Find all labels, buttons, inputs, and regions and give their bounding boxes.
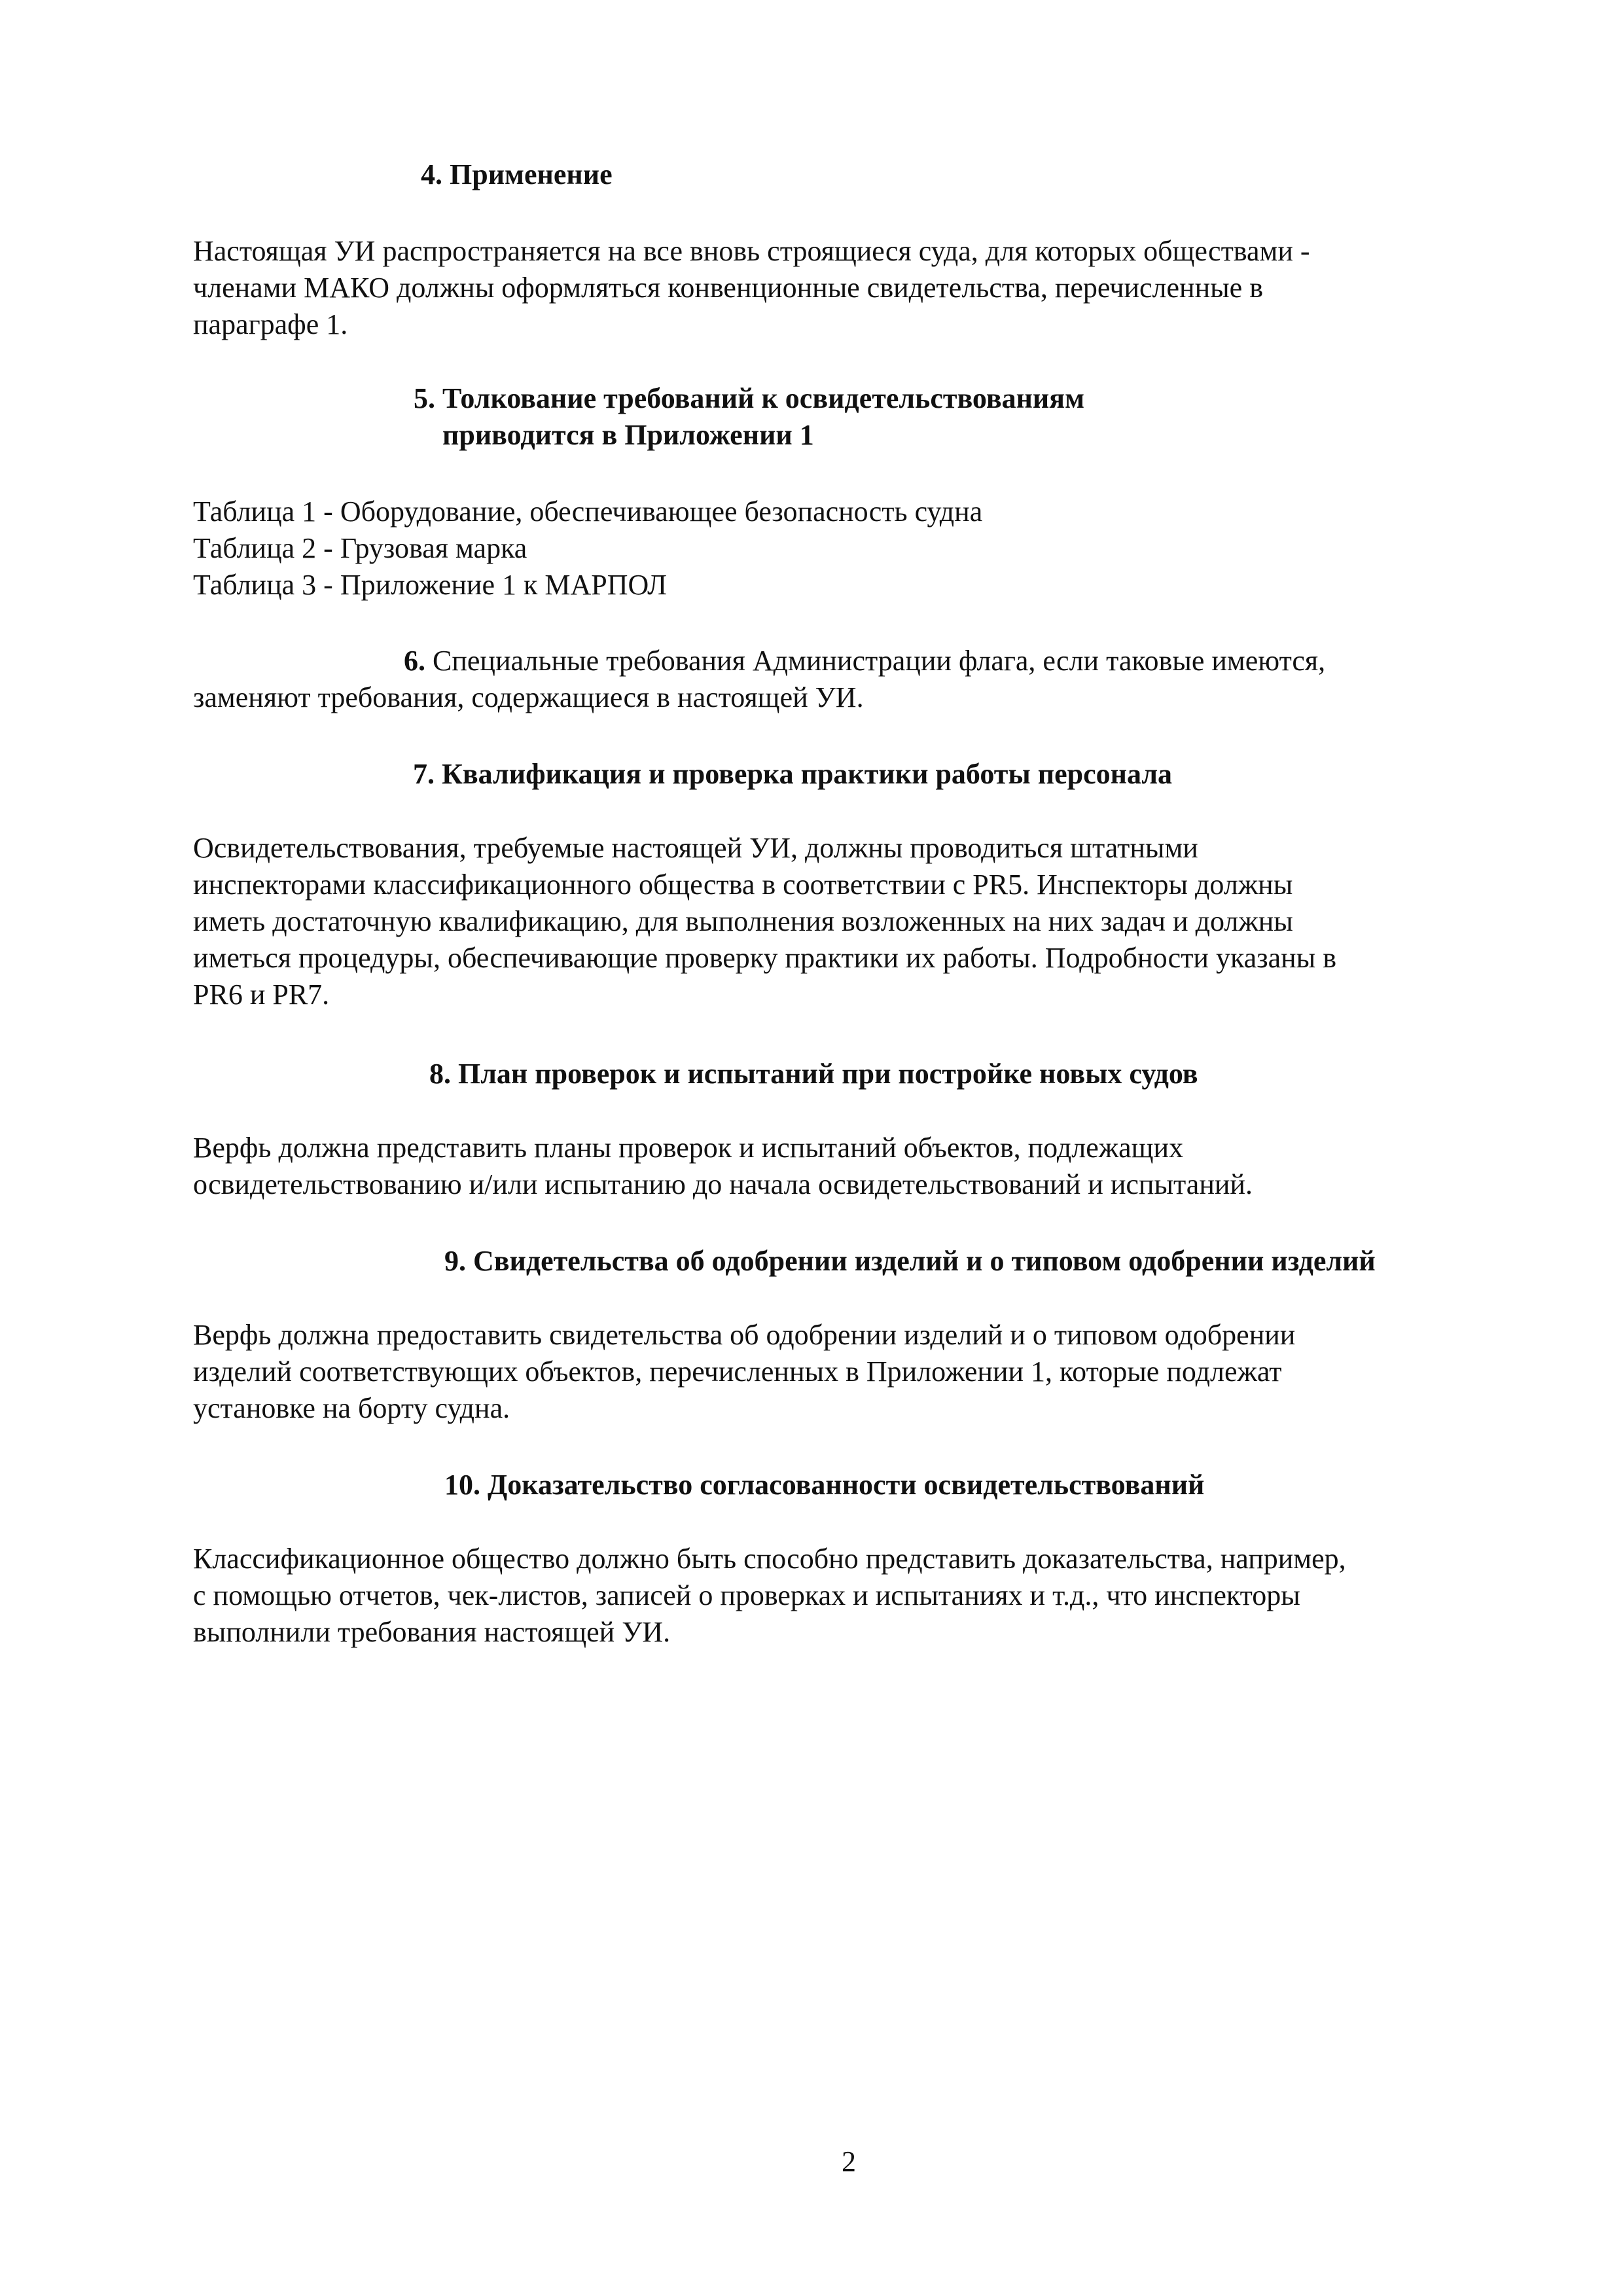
section-6-text: Специальные требования Администрации флага, если таковые имеются, bbox=[433, 645, 1326, 677]
paragraph-line: с помощью отчетов, чек-листов, записей о проверках и испытаниях и т.д., что инспекторы bbox=[193, 1579, 1300, 1611]
section-7-heading: 7. Квалификация и проверка практики работы персонала bbox=[413, 758, 1173, 790]
paragraph-line: инспекторами классификационного общества в соответствии с PR5. Инспекторы должны bbox=[193, 869, 1293, 901]
section-8-paragraph bbox=[193, 1130, 1253, 1203]
paragraph-line: установке на борту судна. bbox=[193, 1392, 510, 1424]
paragraph-line: параграфе 1. bbox=[193, 308, 348, 340]
section-5-heading-line2: приводится в Приложении 1 bbox=[442, 419, 814, 451]
table-list-item: Таблица 1 - Оборудование, обеспечивающее безопасность судна bbox=[193, 495, 983, 528]
section-10-paragraph bbox=[193, 1541, 1346, 1651]
paragraph-line: PR6 и PR7. bbox=[193, 978, 330, 1011]
paragraph-line: иметь достаточную квалификацию, для выполнения возложенных на них задач и должны bbox=[193, 905, 1293, 937]
table-list-item: Таблица 3 - Приложение 1 к МАРПОЛ bbox=[193, 569, 667, 601]
paragraph-line: выполнили требования настоящей УИ. bbox=[193, 1616, 671, 1648]
paragraph-line: Настоящая УИ распространяется на все вновь строящиеся суда, для которых обществами - bbox=[193, 235, 1310, 267]
paragraph-line: заменяют требования, содержащиеся в настоящей УИ. bbox=[193, 681, 864, 713]
paragraph-line bbox=[0, 643, 1325, 679]
section-4-heading: 4. Применение bbox=[421, 158, 613, 190]
section-5-table-list bbox=[193, 493, 982, 603]
paragraph-line: иметься процедуры, обеспечивающие проверку практики их работы. Подробности указаны в bbox=[193, 942, 1337, 974]
section-7-paragraph bbox=[193, 830, 1336, 1013]
section-9-heading: 9. Свидетельства об одобрении изделий и о типовом одобрении изделий bbox=[444, 1245, 1376, 1277]
section-9-paragraph bbox=[193, 1317, 1295, 1427]
section-4-paragraph bbox=[193, 233, 1310, 343]
section-10-heading: 10. Доказательство согласованности освидетельствований bbox=[444, 1469, 1205, 1501]
section-8-heading: 8. План проверок и испытаний при постройке новых судов bbox=[429, 1058, 1198, 1090]
paragraph-line: изделий соответствующих объектов, перечисленных в Приложении 1, которые подлежат bbox=[193, 1355, 1282, 1388]
paragraph-line: Классификационное общество должно быть способно представить доказательства, например, bbox=[193, 1543, 1346, 1575]
section-6-number: 6. bbox=[404, 645, 425, 677]
page-number: 2 bbox=[842, 2145, 856, 2178]
paragraph-line: освидетельствованию и/или испытанию до начала освидетельствований и испытаний. bbox=[193, 1168, 1253, 1200]
section-5-heading: 5. Толкование требований к освидетельствованиям bbox=[414, 382, 1085, 414]
paragraph-line: членами МАКО должны оформляться конвенционные свидетельства, перечисленные в bbox=[193, 272, 1263, 304]
paragraph-line: Освидетельствования, требуемые настоящей УИ, должны проводиться штатными bbox=[193, 832, 1198, 864]
table-list-item: Таблица 2 - Грузовая марка bbox=[193, 532, 527, 564]
paragraph-line: Верфь должна представить планы проверок и испытаний объектов, подлежащих bbox=[193, 1132, 1184, 1164]
section-6-paragraph bbox=[0, 643, 1325, 716]
paragraph-line: Верфь должна предоставить свидетельства об одобрении изделий и о типовом одобрении bbox=[193, 1319, 1296, 1351]
